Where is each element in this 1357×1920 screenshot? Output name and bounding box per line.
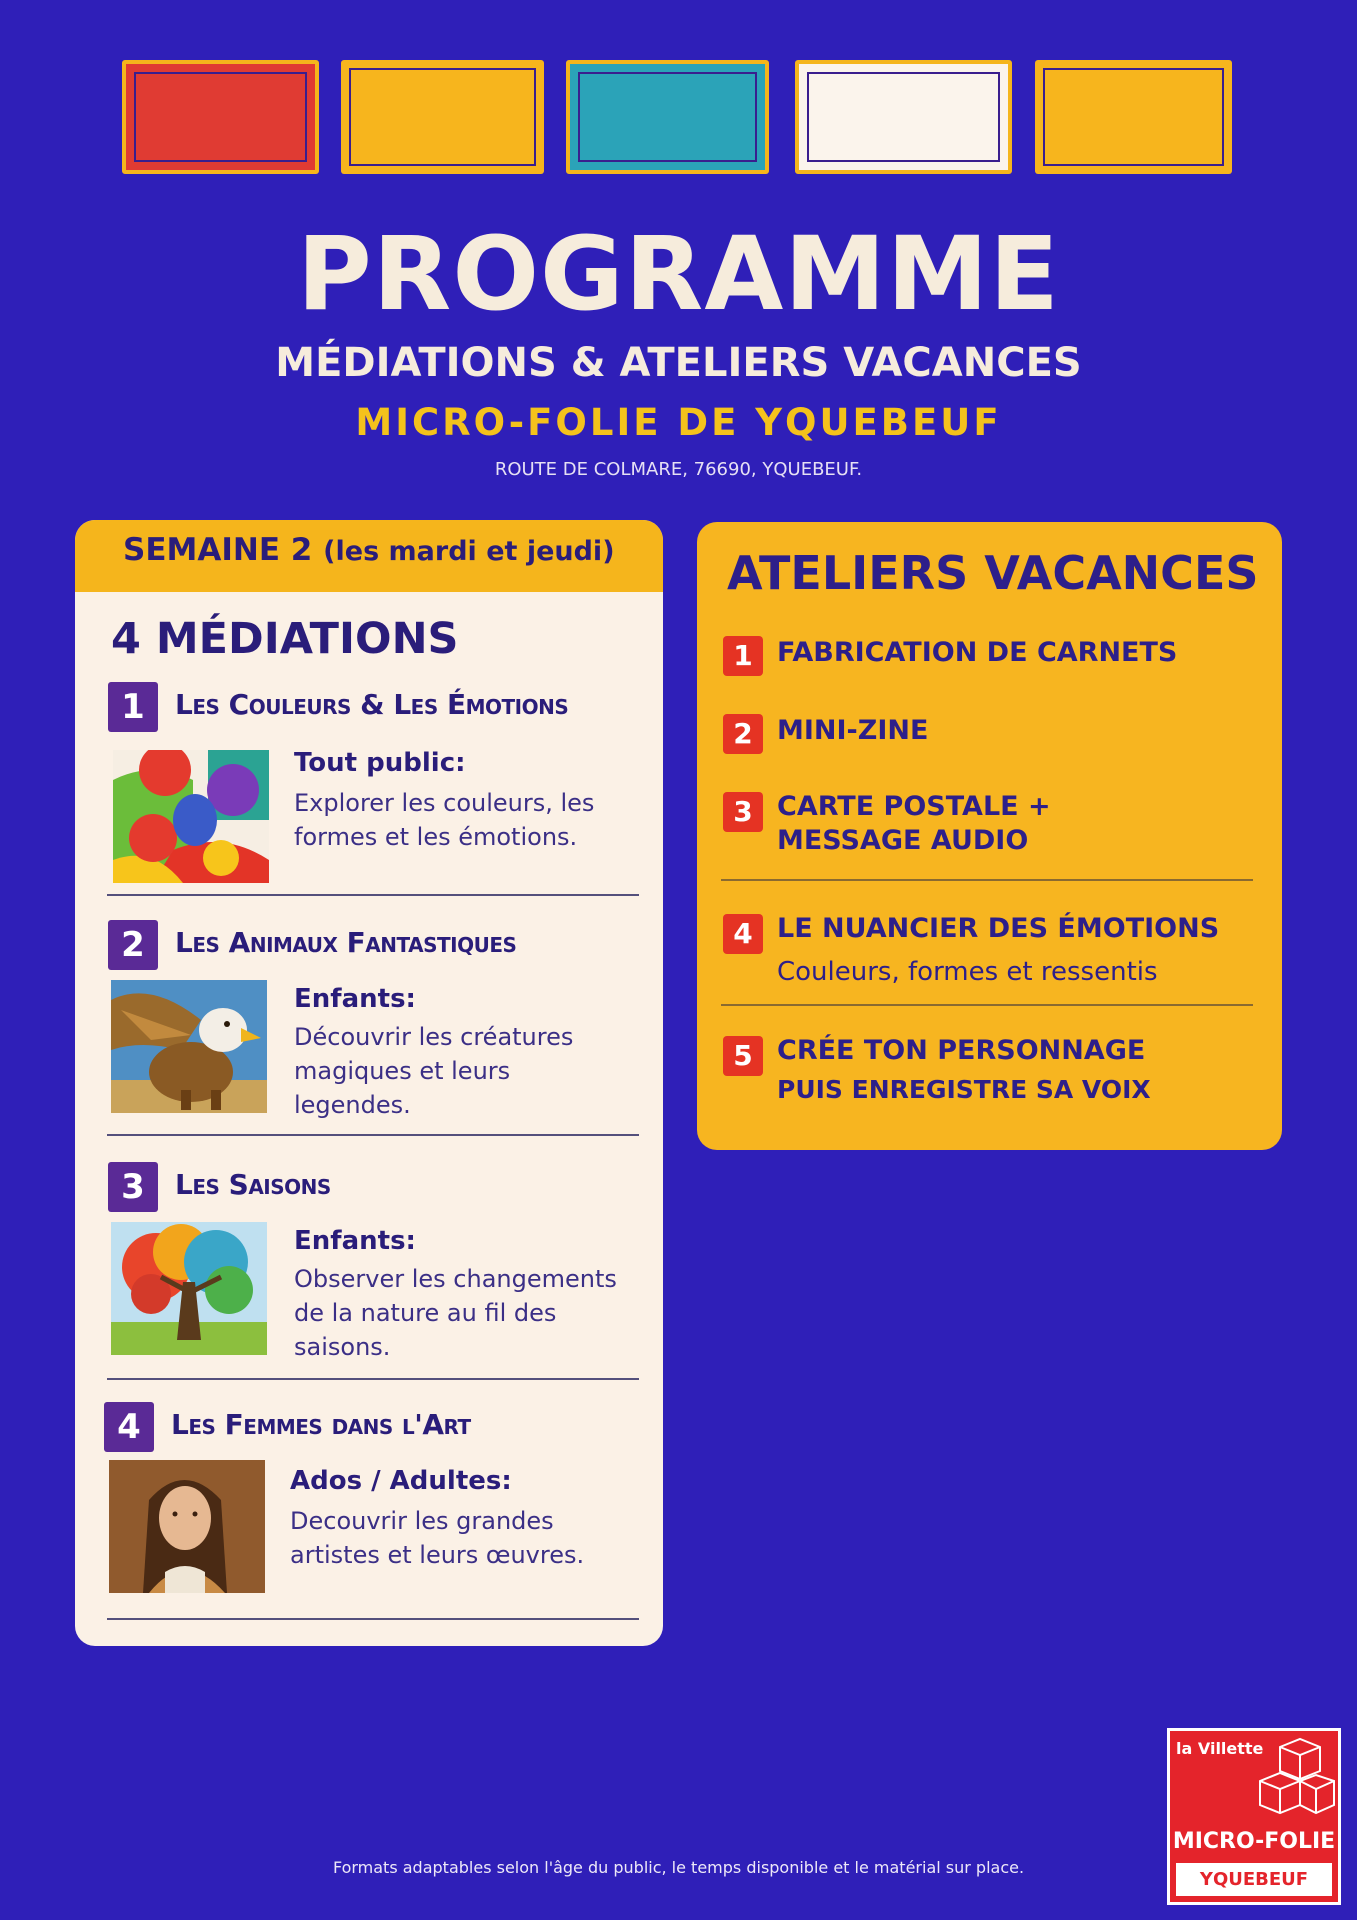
mediation-title: Les Saisons [175,1168,331,1201]
atelier-number: 1 [723,636,763,676]
mediation-title: Les Couleurs & Les Émotions [175,688,569,721]
cubes-icon [1250,1737,1336,1823]
abstract-shapes-image [113,750,269,883]
atelier-subtitle: PUIS ENREGISTRE SA VOIX [777,1075,1151,1104]
mediation-audience: Tout public: [294,748,466,778]
orange-swatch [1035,60,1232,174]
mediation-number: 2 [108,920,158,970]
mediation-description: Explorer les couleurs, les formes et les émotions. [294,789,595,851]
divider [107,894,639,896]
week-banner [75,520,663,592]
mediation-audience: Ados / Adultes: [290,1466,512,1496]
griffin-image [111,980,267,1113]
atelier-subtitle: Couleurs, formes et ressentis [777,957,1158,987]
atelier-number: 4 [723,914,763,954]
atelier-number: 2 [723,714,763,754]
ateliers-card [697,522,1282,1150]
teal-swatch [566,60,769,174]
red-swatch [122,60,319,174]
atelier-title: CRÉE TON PERSONNAGE [777,1035,1146,1066]
mediation-description: Decouvrir les grandes artistes et leurs œuvres. [290,1507,585,1569]
mediation-description: Observer les changements de la nature au fil des saisons. [294,1265,617,1361]
week-label: SEMAINE 2 [123,532,313,568]
mediation-number: 4 [104,1402,154,1452]
atelier-title: LE NUANCIER DES ÉMOTIONS [777,913,1220,944]
mediation-audience: Enfants: [294,984,416,1014]
venue-address: ROUTE DE COLMARE, 76690, YQUEBEUF. [494,459,863,480]
atelier-title: MINI-ZINE [777,715,929,746]
logo-bottom-text: YQUEBEUF [1176,1863,1332,1896]
portrait-woman-image [109,1460,265,1593]
yellow-swatch [341,60,544,174]
mediation-title: Les Femmes dans l'Art [171,1408,471,1441]
logo-main-text: MICRO-FOLIE [1172,1829,1336,1854]
mediation-number: 3 [108,1162,158,1212]
seasons-tree-image [111,1222,267,1355]
week-days: (les mardi et jeudi) [323,536,615,567]
mediation-audience: Enfants: [294,1226,416,1256]
mediations-heading: 4 MÉDIATIONS [111,614,459,664]
mediation-number: 1 [108,682,158,732]
white-swatch [795,60,1012,174]
atelier-title: CARTE POSTALE + MESSAGE AUDIO [777,791,1051,856]
ateliers-heading: ATELIERS VACANCES [727,546,1259,600]
atelier-number: 5 [723,1036,763,1076]
divider [721,879,1253,881]
divider [107,1134,639,1136]
mediation-title: Les Animaux Fantastiques [175,926,517,959]
mediation-description: Découvrir les créatures magiques et leurs legendes. [294,1023,574,1119]
divider [721,1004,1253,1006]
page-title: PROGRAMME [297,215,1060,334]
micro-folie-logo [1167,1728,1341,1905]
mediations-card [75,520,663,1646]
divider [107,1378,639,1380]
venue-name: MICRO-FOLIE DE YQUEBEUF [355,401,1002,444]
atelier-title: FABRICATION DE CARNETS [777,637,1178,668]
divider [107,1618,639,1620]
page-subtitle: MÉDIATIONS & ATELIERS VACANCES [275,340,1082,386]
atelier-number: 3 [723,792,763,832]
logo-top-text: la Villette [1176,1739,1264,1758]
footer-note: Formats adaptables selon l'âge du public, le temps disponible et le matérial sur place. [332,1858,1025,1877]
